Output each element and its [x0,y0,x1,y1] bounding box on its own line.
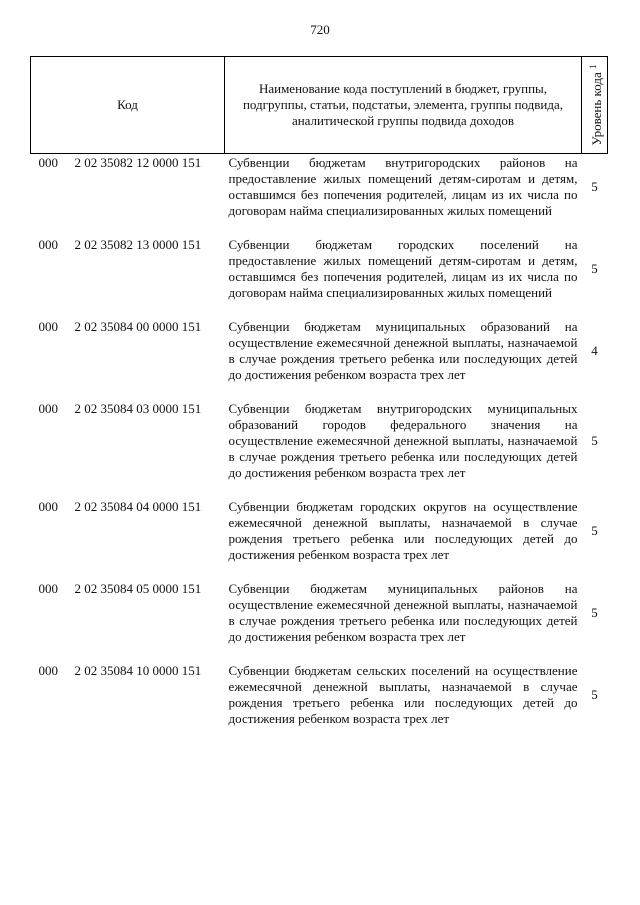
header-level [582,57,608,154]
row-spacer-cell [31,481,608,499]
row-name: Субвенции бюджетам городских поселений на предоставление жилых помещений детям-сиротам и детям, оставшимся без попечения родителей, лицам из их числа по договорам найма специализированных жилых помещений [228,237,578,300]
table-body [31,154,608,728]
row-admin-code: 000 [38,499,58,514]
row-code-cell [31,319,225,383]
row-spacer [31,301,608,319]
row-revenue-code: 2 02 35084 00 0000 151 [74,319,202,334]
row-code-cell [31,581,225,645]
header-name: Наименование кода поступлений в бюджет, группы, подгруппы, статьи, подстатьи, элемента, группы подвида, аналитической группы подвида доходов [225,57,582,154]
row-revenue-code: 2 02 35084 10 0000 151 [74,663,202,678]
table-row [31,155,608,219]
table-row [31,499,608,563]
row-admin-code: 000 [38,401,58,416]
page-number: 720 [310,22,330,37]
header-level-text: Уровень кода [588,72,604,146]
row-spacer [31,383,608,401]
row-name: Субвенции бюджетам муниципальных образований на осуществление ежемесячной денежной выплаты, назначаемой в случае рождения третьего ребенка или последующих детей до достижения ребенком возраста трех лет [228,319,578,382]
row-spacer-cell [31,219,608,237]
row-admin-code: 000 [38,237,58,252]
row-revenue-code: 2 02 35084 04 0000 151 [74,499,202,514]
row-level: 4 [591,343,598,358]
row-level: 5 [591,179,598,194]
table-row [31,237,608,301]
row-admin-code: 000 [38,155,58,170]
table-row [31,581,608,645]
table-row [31,319,608,383]
table-header-row [31,57,608,154]
row-spacer [31,645,608,663]
row-name: Субвенции бюджетам муниципальных районов на осуществление ежемесячной денежной выплаты, назначаемой в случае рождения третьего ребенка или последующих детей до достижения ребенком возраста трех лет [228,581,578,644]
revenue-codes-table [30,56,608,727]
row-name: Субвенции бюджетам городских округов на осуществление ежемесячной денежной выплаты, назначаемой в случае рождения третьего ребенка или последующих детей до достижения ребенком возраста трех лет [228,499,578,562]
row-level: 5 [591,605,598,620]
row-code-cell [31,155,225,219]
row-admin-code: 000 [38,319,58,334]
row-revenue-code: 2 02 35082 12 0000 151 [74,155,202,170]
row-code-cell [31,237,225,301]
row-spacer-cell [31,301,608,319]
row-spacer-cell [31,563,608,581]
row-admin-code: 000 [38,581,58,596]
row-level: 5 [591,523,598,538]
row-level: 5 [591,433,598,448]
row-code-cell [31,663,225,727]
row-level: 5 [591,261,598,276]
row-spacer-cell [31,645,608,663]
header-level-label [584,65,604,146]
header-code: Код [31,57,225,154]
row-revenue-code: 2 02 35082 13 0000 151 [74,237,202,252]
row-spacer-cell [31,383,608,401]
header-level-footnote: 1 [587,64,598,70]
row-revenue-code: 2 02 35084 05 0000 151 [74,581,202,596]
row-admin-code: 000 [38,663,58,678]
row-revenue-code: 2 02 35084 03 0000 151 [74,401,202,416]
row-spacer [31,563,608,581]
row-level: 5 [591,687,598,702]
table-row [31,663,608,727]
row-spacer [31,219,608,237]
row-name: Субвенции бюджетам внутригородских муниципальных образований городов федерального значения на осуществление ежемесячной денежной выплаты, назначаемой в случае рождения третьего ребенка или последующих детей до достижения ребенком возраста трех лет [228,401,578,480]
table-row [31,401,608,481]
row-name: Субвенции бюджетам сельских поселений на осуществление ежемесячной денежной выплаты, назначаемой в случае рождения третьего ребенка или последующих детей до достижения ребенком возраста трех лет [228,663,578,726]
row-spacer [31,481,608,499]
row-code-cell [31,499,225,563]
row-code-cell [31,401,225,481]
row-name: Субвенции бюджетам внутригородских районов на предоставление жилых помещений детям-сиротам и детям, оставшимся без попечения родителей, лицам из их числа по договорам найма специализированных жилых помещений [228,155,578,218]
